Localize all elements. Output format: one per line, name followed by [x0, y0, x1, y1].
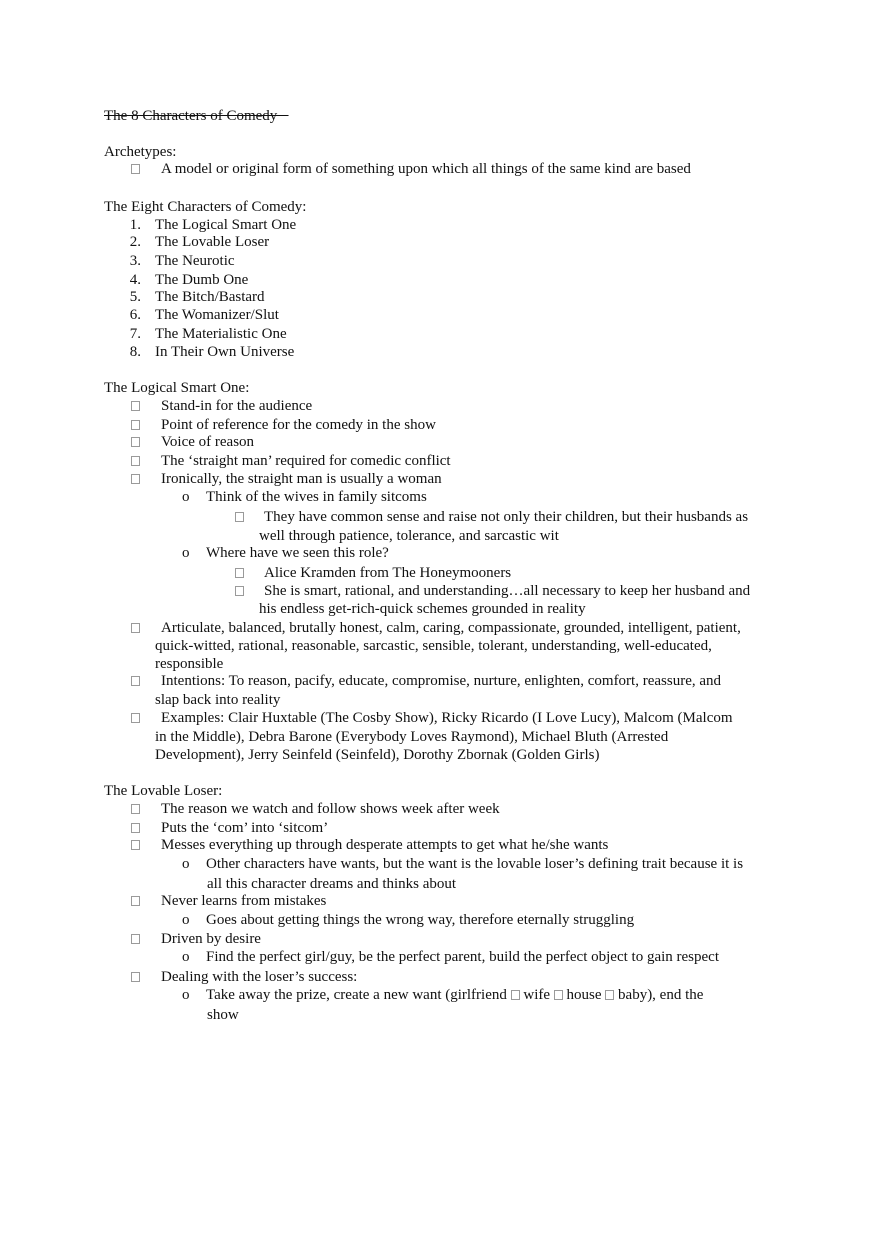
bullet-icon	[235, 586, 244, 596]
sub-sub-list-item: She is smart, rational, and understanding…all necessary to keep her husband and	[264, 583, 751, 599]
arrow-icon	[554, 990, 563, 1000]
bullet-icon	[131, 676, 140, 686]
list-number: 2.	[129, 234, 141, 250]
bullet-icon	[235, 568, 244, 578]
list-item: The Neurotic	[155, 253, 235, 269]
list-number: 6.	[129, 307, 141, 323]
bullet-icon	[131, 623, 140, 633]
list-item-continued: responsible	[155, 656, 224, 672]
list-number: 3.	[129, 253, 141, 269]
sub-sub-list-item: They have common sense and raise not only their children, but their husbands as	[264, 509, 749, 525]
list-item: Puts the ‘com’ into ‘sitcom’	[161, 820, 329, 836]
sub-list-item-part: Take away the prize, create a new want (girlfriend	[206, 987, 507, 1003]
section-heading-lovable-loser: The Lovable Loser:	[104, 783, 223, 799]
bullet-icon	[131, 474, 140, 484]
bullet-icon	[131, 896, 140, 906]
page-title: The 8 Characters of Comedy	[104, 108, 289, 124]
list-number: 7.	[129, 326, 141, 342]
sub-list-item-part: house	[566, 987, 602, 1003]
sub-list-item-part: baby), end the	[618, 987, 704, 1003]
bullet-icon	[131, 437, 140, 447]
bullet-icon	[131, 713, 140, 723]
bullet-icon	[131, 823, 140, 833]
bullet-icon	[131, 972, 140, 982]
list-item: The Dumb One	[155, 272, 249, 288]
list-item: Messes everything up through desperate attempts to get what he/she wants	[161, 837, 609, 853]
archetypes-definition: A model or original form of something upon which all things of the same kind are based	[161, 161, 691, 177]
sub-bullet-marker: o	[182, 856, 190, 872]
sub-sub-list-item-continued: his endless get-rich-quick schemes grounded in reality	[259, 601, 586, 617]
list-item: In Their Own Universe	[155, 344, 295, 360]
bullet-icon	[131, 401, 140, 411]
bullet-icon	[131, 934, 140, 944]
sub-sub-list-item-continued: well through patience, tolerance, and sarcastic wit	[259, 528, 559, 544]
section-heading-archetypes: Archetypes:	[104, 144, 177, 160]
list-number: 4.	[129, 272, 141, 288]
sub-list-item-continued: all this character dreams and thinks about	[207, 876, 457, 892]
list-item: The Materialistic One	[155, 326, 287, 342]
sub-list-item: Where have we seen this role?	[206, 545, 389, 561]
list-item: Ironically, the straight man is usually a woman	[161, 471, 442, 487]
sub-bullet-marker: o	[182, 545, 190, 561]
bullet-icon	[131, 164, 140, 174]
sub-bullet-marker: o	[182, 489, 190, 505]
list-item: Point of reference for the comedy in the show	[161, 417, 436, 433]
sub-list-item	[206, 986, 703, 1004]
list-item: Dealing with the loser’s success:	[161, 969, 358, 985]
list-item-continued: Development), Jerry Seinfeld (Seinfeld), Dorothy Zbornak (Golden Girls)	[155, 747, 600, 763]
sub-bullet-marker: o	[182, 912, 190, 928]
list-number: 5.	[129, 289, 141, 305]
list-item: Intentions: To reason, pacify, educate, compromise, nurture, enlighten, comfort, reassure, and	[161, 673, 722, 689]
list-number: 1.	[129, 217, 141, 233]
section-heading-logical-smart-one: The Logical Smart One:	[104, 380, 250, 396]
list-item-continued: in the Middle), Debra Barone (Everybody Loves Raymond), Michael Bluth (Arrested	[155, 729, 669, 745]
sub-list-item: Think of the wives in family sitcoms	[206, 489, 427, 505]
list-item: Stand-in for the audience	[161, 398, 313, 414]
list-item: The Womanizer/Slut	[155, 307, 279, 323]
list-item: The Bitch/Bastard	[155, 289, 265, 305]
sub-bullet-marker: o	[182, 949, 190, 965]
sub-list-item: Other characters have wants, but the want is the lovable loser’s defining trait because it is	[206, 856, 744, 872]
sub-list-item-part: wife	[523, 987, 551, 1003]
bullet-icon	[131, 804, 140, 814]
list-item: The reason we watch and follow shows week after week	[161, 801, 500, 817]
list-item: Driven by desire	[161, 931, 261, 947]
bullet-icon	[235, 512, 244, 522]
section-heading-eight-characters: The Eight Characters of Comedy:	[104, 199, 307, 215]
list-item: Articulate, balanced, brutally honest, calm, caring, compassionate, grounded, intelligent, patient,	[161, 620, 741, 636]
list-item: The ‘straight man’ required for comedic conflict	[161, 453, 451, 469]
arrow-icon	[605, 990, 614, 1000]
list-item: Never learns from mistakes	[161, 893, 327, 909]
list-item-continued: quick-witted, rational, reasonable, sarcastic, sensible, tolerant, understanding, well-educated,	[155, 638, 712, 654]
list-item: Examples: Clair Huxtable (The Cosby Show), Ricky Ricardo (I Love Lucy), Malcom (Malcom	[161, 710, 733, 726]
sub-sub-list-item: Alice Kramden from The Honeymooners	[264, 565, 512, 581]
sub-list-item: Find the perfect girl/guy, be the perfect parent, build the perfect object to gain respect	[206, 949, 719, 965]
bullet-icon	[131, 420, 140, 430]
sub-bullet-marker: o	[182, 987, 190, 1003]
bullet-icon	[131, 456, 140, 466]
list-item: Voice of reason	[161, 434, 255, 450]
bullet-icon	[131, 840, 140, 850]
arrow-icon	[511, 990, 520, 1000]
sub-list-item: Goes about getting things the wrong way, therefore eternally struggling	[206, 912, 635, 928]
list-number: 8.	[129, 344, 141, 360]
sub-list-item-continued: show	[207, 1007, 239, 1023]
list-item: The Lovable Loser	[155, 234, 270, 250]
list-item: The Logical Smart One	[155, 217, 297, 233]
list-item-continued: slap back into reality	[155, 692, 281, 708]
